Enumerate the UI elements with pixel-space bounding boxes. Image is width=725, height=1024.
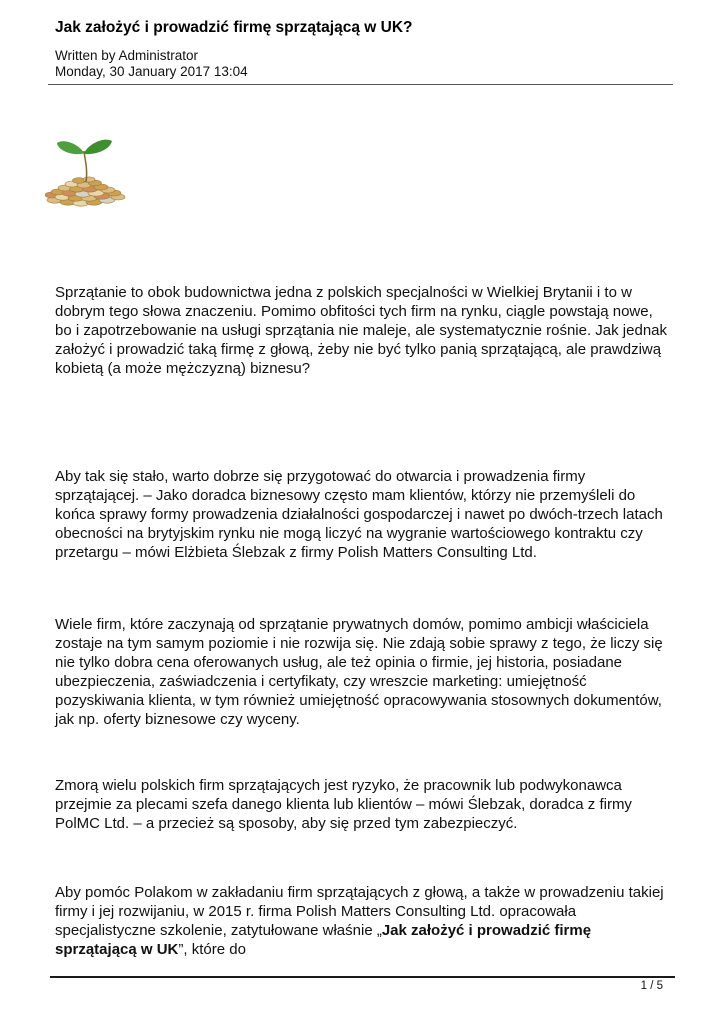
paragraph-intro: Sprzątanie to obok budownictwa jedna z polskich specjalności w Wielkiej Brytanii i to w dobrym tego słowa znaczeniu. Pomimo obfitości tych firm na rynku, ciągle powstają nowe, bo i zapotrzebowanie na usługi sprzątania nie maleje, ale systematycznie rośnie. Jak jednak założyć i prowadzić taką firmę z głową, żeby nie być tylko panią sprzątającą, ale prawdziwą kobietą (a może mężczyzną) biznesu? [55, 284, 668, 377]
sprout-leaf-right [85, 140, 113, 155]
byline-author: Written by Administrator [55, 48, 199, 63]
article-header [55, 0, 667, 85]
page-footer [50, 976, 675, 993]
footer-divider [50, 976, 675, 978]
page-indicator: 1 / 5 [640, 980, 663, 992]
closing-text-post: ”, które do [178, 941, 246, 958]
page-title: Jak założyć i prowadzić firmę sprzątającą w UK? [55, 19, 413, 36]
paragraph-growth: Wiele firm, które zaczynają od sprzątanie prywatnych domów, pomimo ambicji właściciela zostaje na tym samym poziomie i nie rozwija się. Nie zdają sobie sprawy z tego, że liczy się nie tylko dobra cena oferowanych usług, ale też opinia o firmie, jej historia, posiadane ubezpieczenia, zaświadczenia i certyfikaty, czy wreszcie marketing: umiejętność pozyskiwania klienta, w tym również umiejętność opracowywania stosownych dokumentów, jak np. oferty biznesowe czy wyceny. [55, 616, 663, 728]
byline-date: Monday, 30 January 2017 13:04 [55, 64, 248, 79]
paragraph-risk: Zmorą wielu polskich firm sprzątających jest ryzyko, że pracownik lub podwykonawca przejmie za plecami szefa danego klienta lub klientów – mówi Ślebzak, doradca z firmy PolMC Ltd. – a przecież są sposoby, aby się przed tym zabezpieczyć. [55, 777, 632, 832]
sprout [57, 140, 112, 182]
seedling-coins-image [45, 138, 127, 210]
article-body [55, 283, 667, 959]
sprout-leaf-left [57, 141, 84, 154]
coin-pile [45, 177, 125, 206]
header-divider [48, 84, 673, 85]
paragraph-advisor-quote: Aby tak się stało, warto dobrze się przygotować do otwarcia i prowadzenia firmy sprzątającej. – Jako doradca biznesowy często mam klientów, którzy nie przemyśleli do końca sprawy formy prowadzenia działalności gospodarczej i nawet po dwóch-trzech latach obecności na brytyjskim rynku nie mogą liczyć na wygranie wartościowego kontraktu czy przetargu – mówi Elżbieta Ślebzak z firmy Polish Matters Consulting Ltd. [55, 468, 663, 561]
paragraph-closing [55, 883, 667, 959]
seedling-coins-illustration [45, 138, 127, 210]
byline [55, 48, 667, 80]
closing-text-pre: Aby pomóc Polakom w zakładaniu firm sprzątających z głową, a także w prowadzeniu takiej firmy i jej rozwijaniu, w 2015 r. firma Polish Matters Consulting Ltd. opracowała specjalistyczne szkolenie, zatytułowane właśnie „ [55, 884, 664, 939]
closing-text-bold: Jak założyć i prowadzić firmę sprzątającą w UK [55, 922, 592, 958]
